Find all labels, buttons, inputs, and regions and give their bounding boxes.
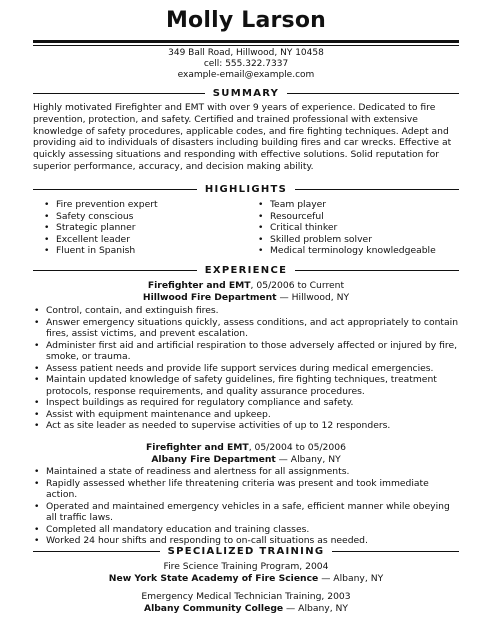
employer-line	[0, 292, 492, 304]
employer-location: — Hillwood, NY	[276, 292, 350, 303]
list-item: • Worked 24 hour shifts and responding to on-call situations as needed.	[33, 535, 459, 547]
employer-location: — Albany, NY	[275, 454, 341, 465]
list-item: • Control, contain, and extinguish fires.	[33, 305, 459, 317]
list-item: • Strategic planner	[43, 222, 243, 234]
job-duties-list	[33, 305, 459, 432]
contact-phone: cell: 555.322.7337	[203, 59, 289, 69]
list-item: • Act as site leader as needed to supervise activities of up to 12 responders.	[33, 420, 459, 432]
training-school: Albany Community College	[143, 603, 284, 614]
employer-name: Hillwood Fire Department	[142, 292, 277, 303]
training-school-line	[0, 573, 492, 585]
list-item: • Assist with equipment maintenance and upkeep.	[33, 409, 459, 421]
list-item: • Medical terminology knowledgeable	[257, 245, 462, 257]
list-item: • Completed all mandatory education and training classes.	[33, 524, 459, 536]
list-item: • Administer first aid and artificial respiration to those adversely affected or injured by fire, smoke, or trauma.	[33, 340, 459, 363]
list-item: • Maintain updated knowledge of safety guidelines, fire fighting techniques, treatment protocols, response requirements, and quality assurance procedures.	[33, 374, 459, 397]
experience-heading	[33, 264, 459, 276]
training-location: — Albany, NY	[318, 573, 384, 584]
heading-rule	[287, 93, 459, 94]
list-item: • Critical thinker	[257, 222, 462, 234]
training-heading-label: SPECIALIZED TRAINING	[167, 545, 325, 557]
list-item: • Resourceful	[257, 211, 462, 223]
summary-heading-label: SUMMARY	[212, 87, 280, 99]
job-title: Firefighter and EMT	[146, 442, 249, 453]
employer-name: Albany Fire Department	[151, 454, 276, 465]
list-item: • Skilled problem solver	[257, 234, 462, 246]
job-dates: , 05/2004 to 05/2006	[248, 442, 346, 453]
contact-address: 349 Ball Road, Hillwood, NY 10458	[168, 48, 324, 58]
job-duties-list	[33, 466, 459, 547]
heading-rule	[295, 270, 459, 271]
list-item: • Maintained a state of readiness and alertness for all assignments.	[33, 466, 459, 478]
list-item: • Team player	[257, 199, 462, 211]
highlights-heading-label: HIGHLIGHTS	[204, 183, 288, 195]
experience-heading-label: EXPERIENCE	[204, 264, 288, 276]
list-item: • Fire prevention expert	[43, 199, 243, 211]
training-program: Fire Science Training Program, 2004	[163, 561, 329, 572]
job-dates: , 05/2006 to Current	[250, 280, 345, 291]
summary-heading	[33, 87, 459, 99]
training-location: — Albany, NY	[283, 603, 349, 614]
training-program: Emergency Medical Technician Training, 2003	[141, 591, 351, 602]
job-title: Firefighter and EMT	[147, 280, 251, 291]
heading-rule	[33, 551, 160, 552]
contact-email: example-email@example.com	[177, 70, 315, 80]
highlights-right-list	[257, 199, 462, 257]
heading-rule	[295, 189, 459, 190]
highlights-heading	[33, 183, 459, 195]
summary-text: Highly motivated Firefighter and EMT with over 9 years of experience. Dedicated to fire prevention, protection, and safety. Certified and trained professional with extensive knowledge of safety procedures, applicable codes, and fire fighting techniques. Adept and providing aid to individuals of disasters including building fires and car wrecks. Effective at quickly assessing situations and responding with effective solutions. Solid reputation for superior performance, accuracy, and decision making ability.	[33, 102, 452, 172]
list-item: • Inspect buildings as required for regulatory compliance and safety.	[33, 397, 459, 409]
training-school-line	[0, 603, 492, 615]
header-divider	[33, 40, 459, 43]
heading-rule	[33, 189, 197, 190]
list-item: • Operated and maintained emergency vehicles in a safe, efficient manner while obeying all traffic laws.	[33, 501, 459, 524]
candidate-name: Molly Larson	[165, 8, 327, 33]
list-item: • Excellent leader	[43, 234, 243, 246]
heading-rule	[33, 93, 205, 94]
highlights-left-list	[43, 199, 243, 257]
job-title-line	[0, 280, 492, 292]
training-heading	[33, 545, 459, 557]
header-divider-thin	[33, 45, 459, 46]
list-item: • Answer emergency situations quickly, assess conditions, and act appropriately to contain fires, assist victims, and prevent escalation.	[33, 317, 459, 340]
heading-rule	[33, 270, 197, 271]
employer-line	[0, 454, 492, 466]
list-item: • Rapidly assessed whether life threatening criteria was present and took immediate action.	[33, 478, 459, 501]
job-title-line	[0, 442, 492, 454]
list-item: • Fluent in Spanish	[43, 245, 243, 257]
list-item: • Safety conscious	[43, 211, 243, 223]
heading-rule	[332, 551, 459, 552]
training-school: New York State Academy of Fire Science	[108, 573, 319, 584]
list-item: • Assess patient needs and provide life support services during medical emergencies.	[33, 363, 459, 375]
